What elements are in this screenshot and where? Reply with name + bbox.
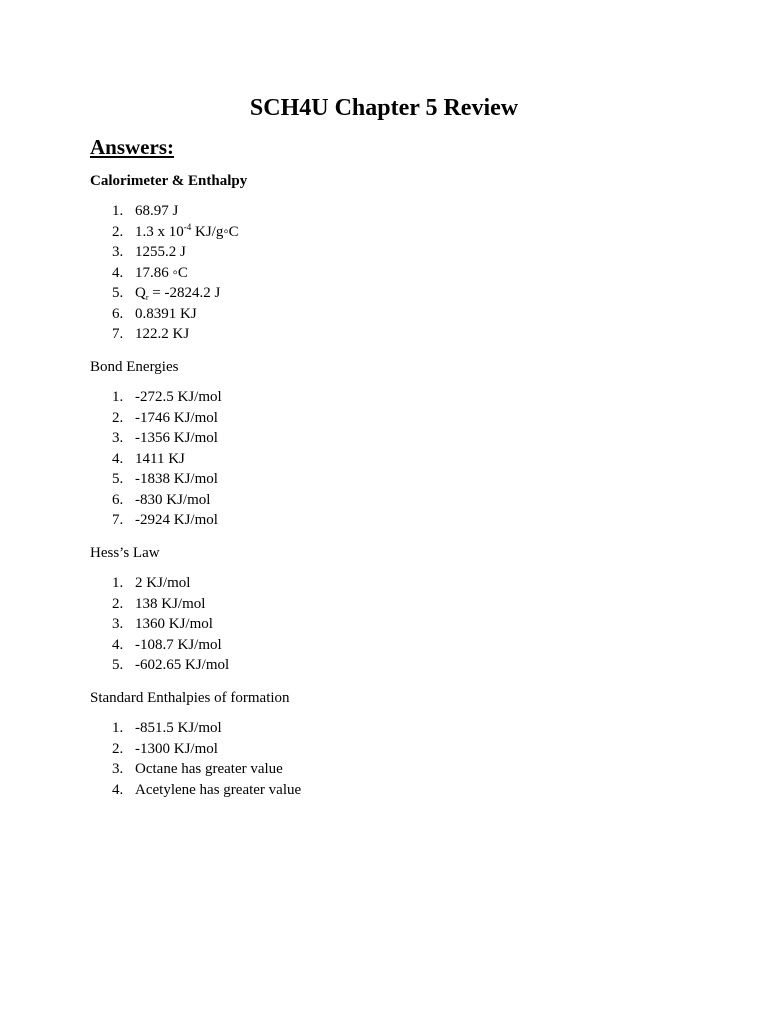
list-item (90, 242, 690, 263)
item-text: -108.7 KJ/mol (135, 636, 222, 653)
answer-list (90, 201, 690, 345)
item-number: 4. (112, 264, 124, 281)
section-calorimeter (90, 171, 690, 345)
item-text: -1356 KJ/mol (135, 430, 218, 446)
item-number: 4. (112, 781, 124, 798)
list-item (90, 469, 690, 490)
item-text-base: Q (135, 285, 146, 301)
item-text: 68.97 J (135, 203, 179, 219)
page-title: SCH4U Chapter 5 Review (249, 95, 519, 121)
item-number: 2. (112, 223, 124, 240)
answer-list (90, 387, 690, 531)
item-number: 4. (112, 636, 124, 653)
item-number: 2. (112, 409, 124, 426)
item-number: 1. (112, 203, 124, 219)
answers-heading: Answers: (90, 135, 174, 159)
item-number: 3. (112, 616, 124, 632)
item-text: -272.5 KJ/mol (135, 389, 222, 405)
item-text: -1300 KJ/mol (135, 740, 218, 757)
list-item (90, 739, 690, 760)
section-heading: Standard Enthalpies of formation (90, 690, 290, 706)
item-text: -830 KJ/mol (135, 491, 211, 508)
item-text: -1838 KJ/mol (135, 471, 218, 487)
list-item (90, 387, 690, 408)
section-heading: Bond Energies (90, 359, 179, 375)
list-item (90, 490, 690, 511)
item-text: 0.8391 KJ (135, 305, 197, 322)
item-text: -1746 KJ/mol (135, 409, 218, 426)
item-number: 5. (112, 657, 124, 673)
item-text: Octane has greater value (135, 761, 283, 777)
item-text: -2924 KJ/mol (135, 512, 218, 528)
item-text: -602.65 KJ/mol (135, 657, 230, 673)
item-number: 7. (112, 326, 124, 342)
list-item (90, 759, 690, 780)
item-text: Acetylene has greater value (135, 781, 302, 798)
item-text: 122.2 KJ (135, 326, 190, 342)
item-text-base: 1.3 x 10 (135, 223, 184, 240)
item-text-rest: = -2824.2 J (148, 285, 221, 301)
item-text: 1411 KJ (135, 450, 185, 467)
list-item (90, 573, 690, 594)
item-number: 3. (112, 761, 124, 777)
item-text: 17.86 ◦C (135, 264, 188, 281)
item-number: 3. (112, 244, 124, 260)
answer-list (90, 718, 690, 800)
item-number: 7. (112, 512, 124, 528)
item-number: 1. (112, 575, 124, 591)
answer-list (90, 573, 690, 676)
section-bond-energies (90, 357, 690, 531)
list-item (90, 201, 690, 222)
item-number: 5. (112, 285, 124, 301)
list-item (90, 428, 690, 449)
section-heading: Calorimeter & Enthalpy (90, 173, 248, 189)
list-item (90, 222, 690, 243)
item-number: 6. (112, 491, 124, 508)
item-number: 3. (112, 430, 124, 446)
item-number: 5. (112, 471, 124, 487)
list-item (90, 449, 690, 470)
item-text: 1255.2 J (135, 244, 186, 260)
item-superscript: -4 (183, 221, 192, 232)
item-number: 1. (112, 389, 124, 405)
list-item (90, 655, 690, 676)
section-hess-law (90, 543, 690, 676)
item-text-rest: KJ/g◦C (191, 223, 239, 240)
item-text: 2 KJ/mol (135, 575, 191, 591)
list-item (90, 304, 690, 325)
list-item (90, 324, 690, 345)
section-standard-enthalpies (90, 688, 690, 800)
list-item (90, 614, 690, 635)
list-item (90, 635, 690, 656)
item-number: 2. (112, 595, 124, 612)
item-subscript: r (145, 293, 149, 302)
list-item (90, 594, 690, 615)
list-item (90, 718, 690, 739)
list-item (90, 263, 690, 284)
item-text: 1360 KJ/mol (135, 616, 213, 632)
list-item (90, 408, 690, 429)
item-number: 2. (112, 740, 124, 757)
item-number: 1. (112, 720, 124, 736)
list-item (90, 510, 690, 531)
item-text: -851.5 KJ/mol (135, 720, 222, 736)
list-item (90, 283, 690, 304)
item-number: 6. (112, 305, 124, 322)
section-heading: Hess’s Law (90, 545, 160, 561)
list-item (90, 780, 690, 801)
item-number: 4. (112, 450, 124, 467)
item-text: 138 KJ/mol (135, 595, 206, 612)
